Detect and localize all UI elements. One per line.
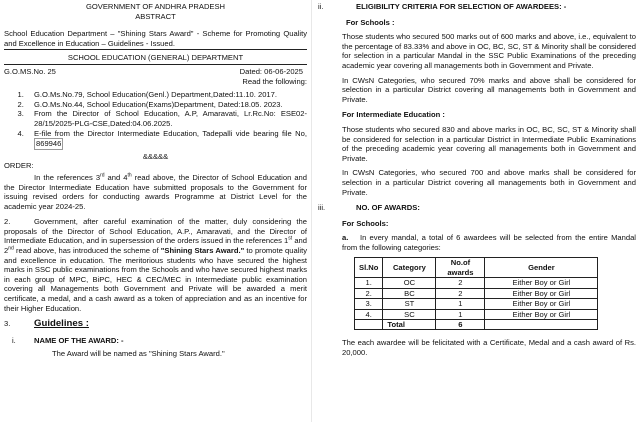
reference-item: 1. G.O.Ms.No.79, School Education(Genl.) Department,Dated:11.10. 2017. xyxy=(26,90,307,100)
table-row: 2. BC 2 Either Boy or Girl xyxy=(355,288,598,298)
references-list xyxy=(4,90,307,150)
table-row: 1. OC 2 Either Boy or Girl xyxy=(355,278,598,288)
order-paragraph-2: 2. Government, after careful examination of the matter, duly considering the proposals of the Director of School Education, A.P., Amaravati, and the Director of Intermediate Education, and in supersession of the orders issued in the references 1st and 2nd read above, has introduced the scheme of "Shining Stars Award." to promote quality and excellence in education. The meritorious students who have secured the highest marks in SSC public examinations from the Schools and who have secured highest marks in each group of MPC, BiPC, HEC & CEC/MEC in Intermediate public examination covering all Managements both Government and Private will be awarded a merit certificate, a medal, and a cash award as a token of appreciation and as an incentive for their Higher Education. xyxy=(4,217,308,313)
right-column xyxy=(318,0,636,358)
awards-a-paragraph: a. In every mandal, a total of 6 awardees will be selected from the entire Mandal from the following categories: xyxy=(342,233,636,252)
awards-schools-label: For Schools: xyxy=(342,218,389,228)
awards-table xyxy=(354,257,598,330)
department-title: SCHOOL EDUCATION (GENERAL) DEPARTMENT xyxy=(67,53,244,63)
order-label: ORDER: xyxy=(4,161,34,171)
total-value: 6 xyxy=(436,319,485,329)
abstract-title: ABSTRACT xyxy=(135,11,176,21)
government-title: GOVERNMENT OF ANDHRA PRADESH xyxy=(85,2,226,11)
eligibility-intermediate-p1: Those students who secured 830 and above marks in OC, BC, SC, ST & Minority shall be considered for selection in a particular District in Intermediate Public Examinations of the preceding academic year covering all managements both in Government and Private. xyxy=(342,124,636,163)
file-number: 869946 xyxy=(36,139,62,149)
awards-footer: The each awardee will be felicitated with a Certificate, Medal and a cash award of Rs. 20,000. xyxy=(342,338,636,357)
awards-a-label: a. xyxy=(342,233,349,243)
header-slno: Sl.No xyxy=(355,258,383,278)
left-column xyxy=(4,0,307,359)
guidelines-title: Guidelines : xyxy=(34,318,89,330)
eligibility-intermediate-label: For Intermediate Education : xyxy=(342,110,445,120)
header-rule-top xyxy=(4,49,307,50)
reference-item xyxy=(26,129,307,150)
awards-title: NO. OF AWARDS: xyxy=(356,203,420,213)
separator: &&&&& xyxy=(142,151,169,161)
name-of-award-text: The Award will be named as "Shining Stars Award." xyxy=(52,349,225,359)
total-label: Total xyxy=(383,319,436,329)
go-number-row xyxy=(4,67,307,77)
name-of-award-title: NAME OF THE AWARD: - xyxy=(34,335,124,345)
order-paragraph-1: In the references 3rd and 4th read above, the Director of School Education and the Director Intermediate Education have submitted proposals to the Government for issuing revised orders for conducting awards Programme at District Level for the academic year 2024-25. xyxy=(4,172,307,211)
award-name-bold: "Shining Stars Award." xyxy=(160,246,245,256)
table-total-row xyxy=(355,319,598,329)
table-header-row xyxy=(355,258,598,278)
go-number: G.O.MS.No. 25 xyxy=(4,66,56,76)
guidelines-heading: 3. Guidelines : xyxy=(4,318,89,330)
go-date: Dated: 06-06-2025 xyxy=(239,66,303,76)
reference-item: 3. From the Director of School Education, A.P, Amaravati, Lr.Rc.No: ESE02-28/15/2025-PLG-CSE,Dated:04.06.2025. xyxy=(26,109,307,128)
reference-4-text: E-file from the Director Intermediate Education, Tadepalli vide bearing file No, xyxy=(34,128,307,138)
subject-text: School Education Department – "Shining Stars Award" - Scheme for Promoting Quality and Excellence in Education – Guidelines - Issued. xyxy=(4,29,307,48)
header-rule-bottom xyxy=(4,64,307,65)
reference-item: 2. G.O.Ms.No.44, School Education(Exams)Department, Dated:18.05. 2023. xyxy=(26,100,307,110)
eligibility-schools-p2: In CWsN Categories, who secured 70% marks and above shall be considered for selection in a particular District covering all managements both in Government and Private. xyxy=(342,75,636,104)
header-category: Category xyxy=(383,258,436,278)
table-row: 4. SC 1 Either Boy or Girl xyxy=(355,309,598,319)
read-following: Read the following: xyxy=(242,76,307,86)
eligibility-schools-p1: Those students who secured 500 marks out of 600 marks and above, i.e., equivalent to the percentage of 83.33% and above in OC, BC, SC, ST & Minority shall be considered for selection in a particular Mandal in the SSC Public Examinations of the preceding academic year covering all managements both in Government and Private. xyxy=(342,32,636,70)
name-of-award-heading: i. NAME OF THE AWARD: - xyxy=(12,335,124,345)
eligibility-title: ELIGIBILITY CRITERIA FOR SELECTION OF AWARDEES: - xyxy=(356,2,567,11)
table-row: 3. ST 1 Either Boy or Girl xyxy=(355,299,598,309)
header-awards: No.of awards xyxy=(436,258,485,278)
eligibility-intermediate-p2: In CWsN Categories, who secured 700 and above marks shall be considered for selection in a particular District covering all managements both in Government and Private. xyxy=(342,168,636,197)
eligibility-schools-label: For Schools : xyxy=(346,17,395,27)
header-gender: Gender xyxy=(485,258,598,278)
eligibility-heading: ii. ELIGIBILITY CRITERIA FOR SELECTION OF AWARDEES: - xyxy=(318,2,567,11)
awards-heading: iii. NO. OF AWARDS: xyxy=(318,203,420,213)
paragraph-number: 2. xyxy=(4,217,11,227)
column-divider xyxy=(311,0,312,422)
